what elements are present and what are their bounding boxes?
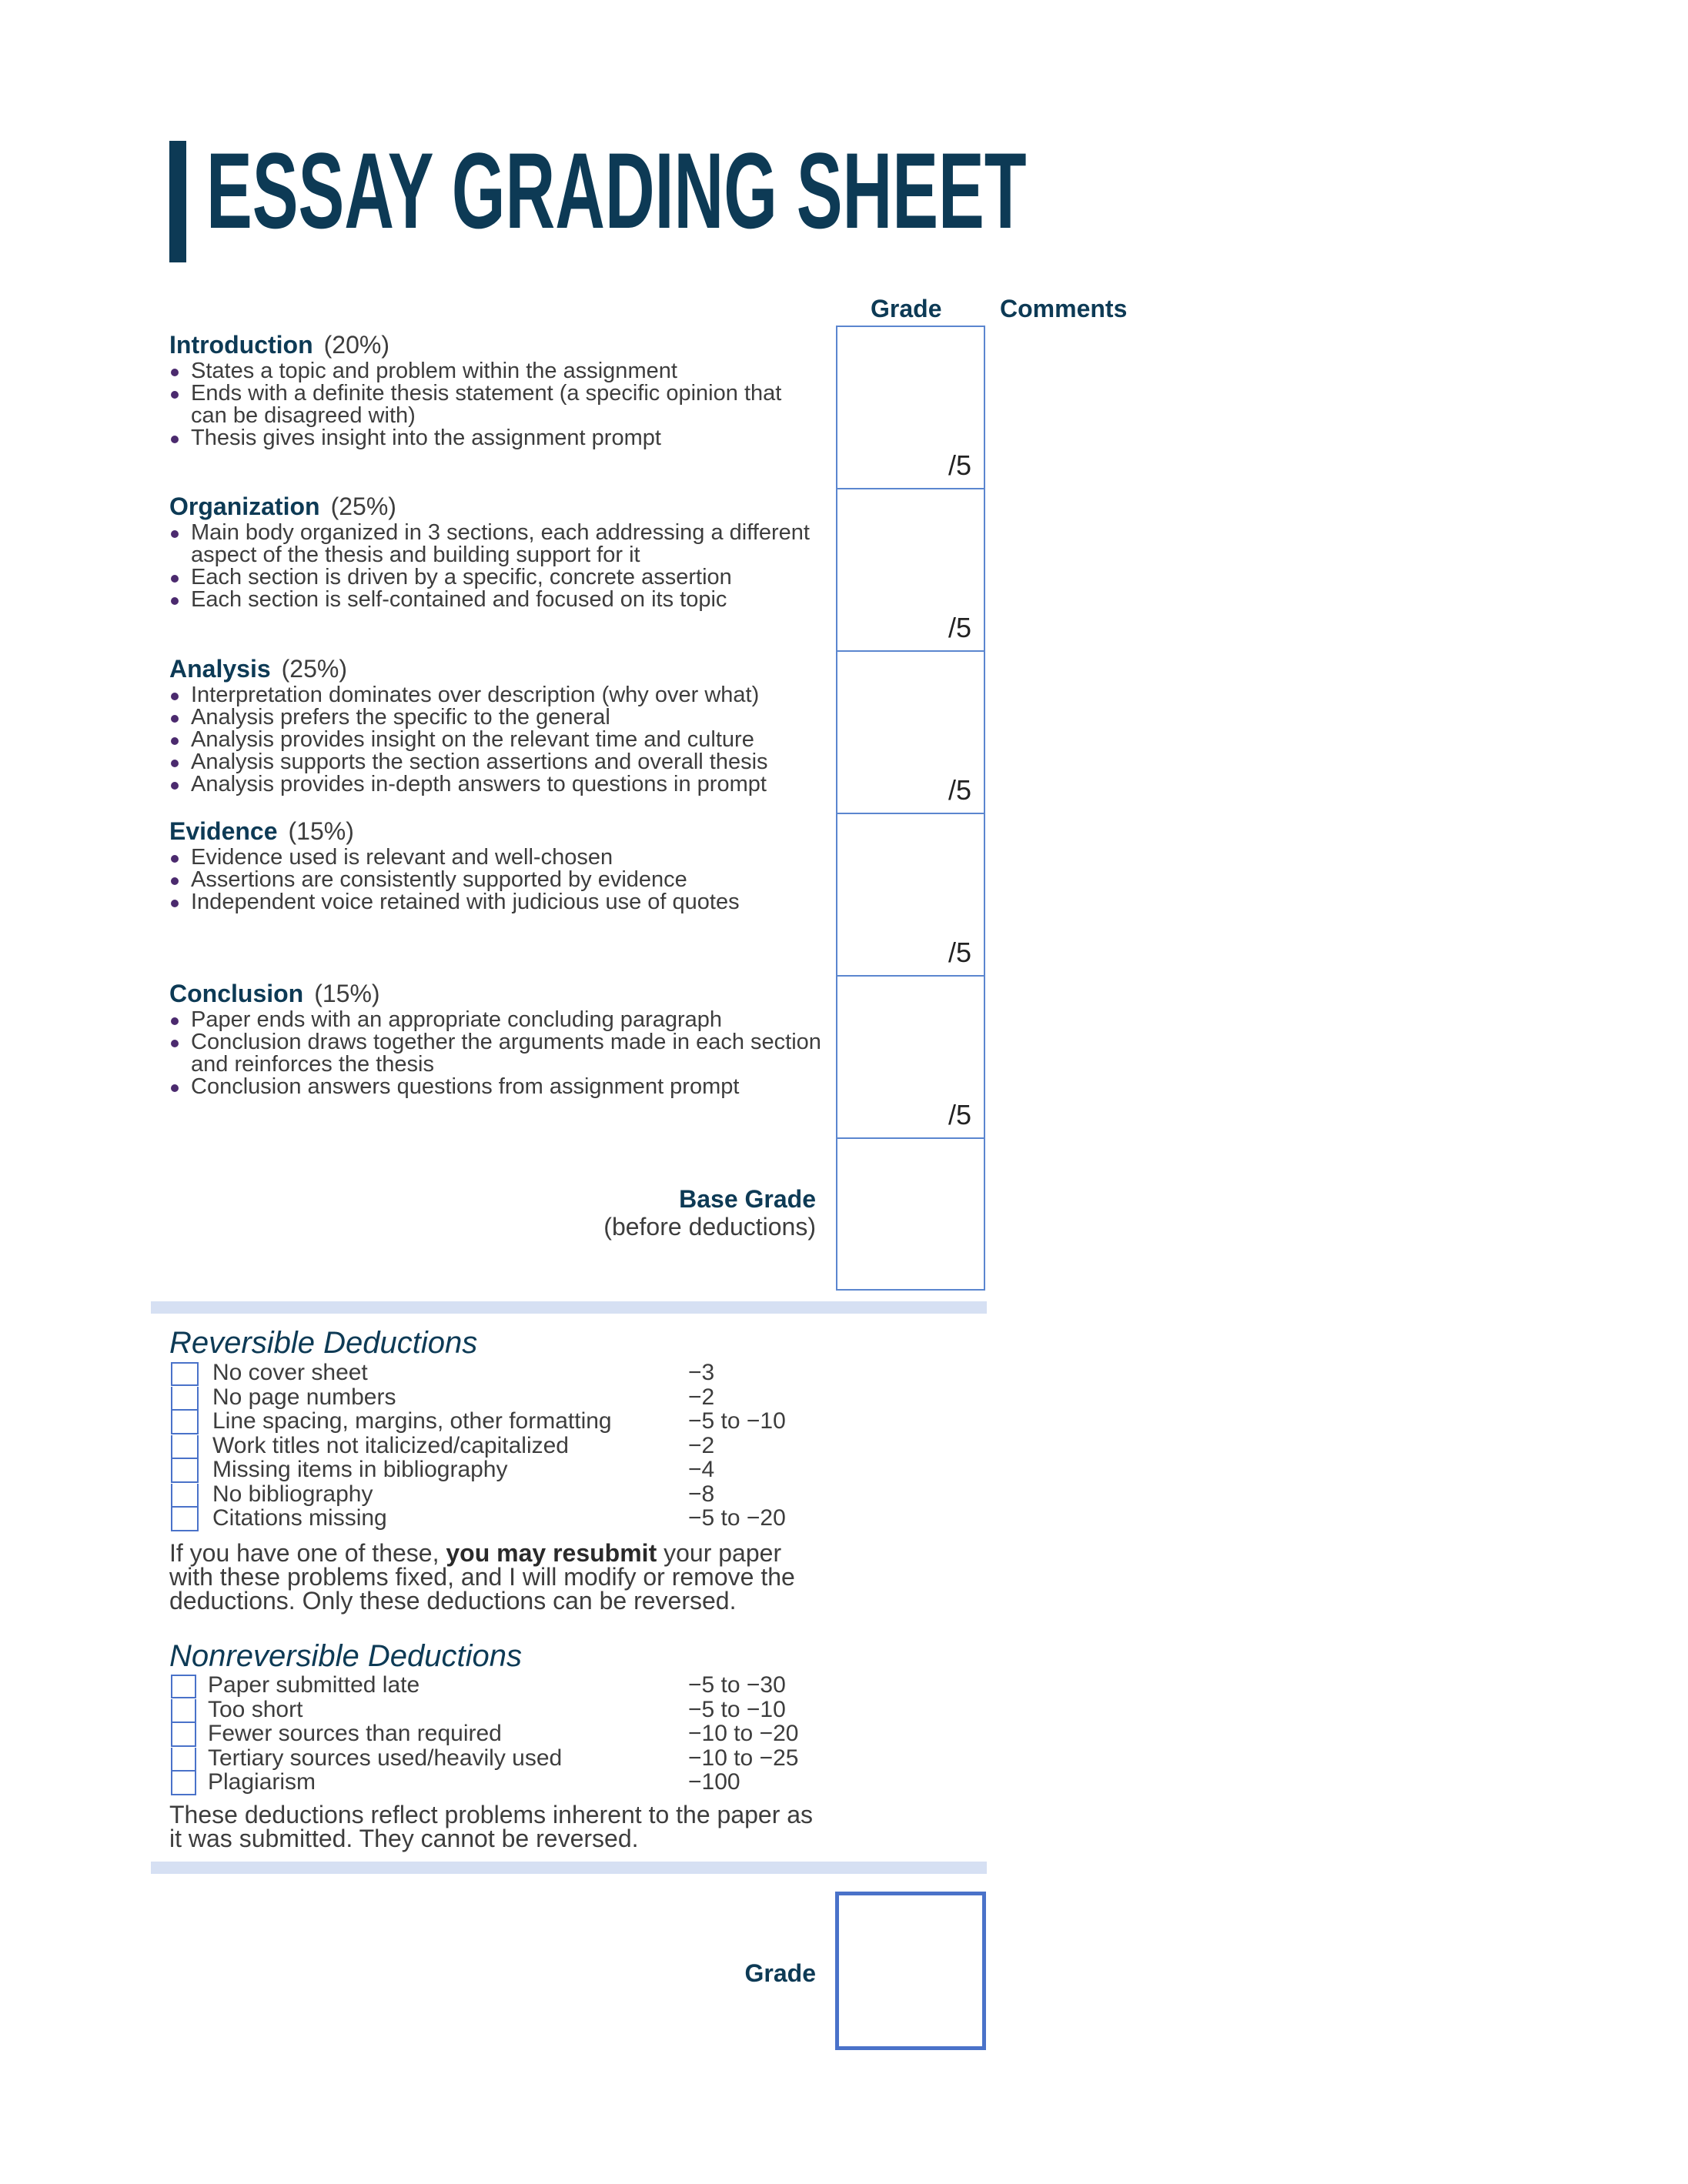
deduction-checkbox[interactable] (171, 1459, 199, 1483)
deduction-row (169, 1723, 862, 1748)
deduction-row (169, 1505, 862, 1532)
deduction-points: −100 (688, 1769, 740, 1795)
deduction-label: Too short (208, 1696, 303, 1722)
max-score: /5 (948, 1099, 971, 1130)
final-grade-box[interactable] (835, 1892, 986, 2050)
deduction-points: −2 (688, 1432, 715, 1458)
max-score: /5 (948, 449, 971, 481)
deduction-points: −10 to −20 (688, 1721, 799, 1746)
reversible-deductions-list (169, 1362, 862, 1532)
deduction-label: Plagiarism (208, 1769, 316, 1795)
page-title: ESSAY GRADING SHEET (206, 130, 1027, 251)
section-weight: (20%) (323, 331, 389, 359)
deduction-label: No bibliography (212, 1481, 373, 1507)
deduction-checkbox[interactable] (171, 1748, 196, 1772)
criterion: Analysis prefers the specific to the general (169, 706, 824, 729)
deduction-points: −5 to −10 (688, 1408, 786, 1434)
deduction-label: Work titles not italicized/capitalized (212, 1432, 569, 1458)
deduction-checkbox[interactable] (171, 1508, 199, 1531)
section-conclusion (169, 978, 824, 1098)
deduction-label: Paper submitted late (208, 1672, 420, 1698)
section-weight: (15%) (288, 817, 354, 845)
deduction-checkbox[interactable] (171, 1484, 199, 1508)
base-grade-label: Base Grade (before deductions) (603, 1185, 816, 1241)
final-grade-label: Grade (744, 1959, 816, 1987)
deduction-points: −5 to −30 (688, 1672, 786, 1698)
deduction-points: −5 to −20 (688, 1505, 786, 1531)
criterion: Independent voice retained with judicious use of quotes (169, 891, 824, 913)
max-score: /5 (948, 612, 971, 643)
introduction-grade-box[interactable] (836, 326, 985, 488)
deduction-checkbox[interactable] (171, 1723, 196, 1747)
section-analysis (169, 653, 824, 796)
deduction-row (169, 1481, 862, 1508)
reversible-deductions-title: Reversible Deductions (169, 1326, 478, 1360)
deduction-points: −4 (688, 1457, 715, 1482)
section-divider (151, 1862, 987, 1874)
deduction-row (169, 1362, 862, 1387)
deduction-row (169, 1408, 862, 1435)
nonreversible-deductions-title: Nonreversible Deductions (169, 1639, 523, 1673)
deduction-points: −2 (688, 1384, 715, 1410)
criterion: Thesis gives insight into the assignment prompt (169, 427, 824, 449)
nonreversible-deductions-list (169, 1672, 862, 1796)
section-introduction (169, 329, 824, 449)
section-divider (151, 1301, 987, 1314)
deduction-label: Missing items in bibliography (212, 1457, 508, 1482)
deduction-points: −8 (688, 1481, 715, 1507)
section-organization (169, 491, 824, 611)
criterion: Each section is self-contained and focused on its topic (169, 589, 824, 611)
deduction-checkbox[interactable] (171, 1362, 199, 1386)
section-weight: (15%) (314, 980, 380, 1007)
criterion: Main body organized in 3 sections, each addressing a different aspect of the thesis and building support for it (169, 522, 824, 566)
criterion: States a topic and problem within the assignment (169, 360, 824, 382)
deduction-checkbox[interactable] (171, 1772, 196, 1795)
criterion: Each section is driven by a specific, concrete assertion (169, 566, 824, 589)
section-title: Introduction (169, 331, 313, 359)
section-weight: (25%) (330, 493, 396, 520)
deduction-checkbox[interactable] (171, 1675, 196, 1698)
deduction-label: Line spacing, margins, other formatting (212, 1408, 612, 1434)
criterion: Conclusion draws together the arguments made in each section and reinforces the thesis (169, 1031, 824, 1076)
deduction-row (169, 1384, 862, 1411)
organization-grade-box[interactable] (836, 488, 985, 650)
criterion: Ends with a definite thesis statement (a specific opinion that can be disagreed with) (169, 382, 824, 427)
deduction-row (169, 1672, 862, 1699)
section-title: Organization (169, 493, 320, 520)
criterion: Analysis provides insight on the relevant time and culture (169, 729, 824, 751)
deduction-row (169, 1745, 862, 1772)
title-accent-bar (169, 141, 186, 262)
comments-column-header: Comments (1000, 295, 1128, 322)
deduction-label: Fewer sources than required (208, 1721, 502, 1746)
reversible-note: If you have one of these, you may resubmit your paper with these problems fixed, and I will modify or remove the deductions. Only these deductions can be reversed. (169, 1539, 795, 1615)
deduction-checkbox[interactable] (171, 1387, 199, 1411)
evidence-grade-box[interactable] (836, 813, 985, 975)
deduction-checkbox[interactable] (171, 1435, 199, 1459)
analysis-grade-box[interactable] (836, 650, 985, 813)
section-evidence (169, 816, 824, 913)
criterion: Interpretation dominates over description (why over what) (169, 684, 824, 706)
deduction-points: −10 to −25 (688, 1745, 799, 1771)
max-score: /5 (948, 774, 971, 806)
criterion: Assertions are consistently supported by evidence (169, 869, 824, 891)
criterion: Analysis provides in-depth answers to questions in prompt (169, 773, 824, 796)
deduction-label: Tertiary sources used/heavily used (208, 1745, 563, 1771)
base-grade-box[interactable] (836, 1137, 985, 1291)
deduction-label: No cover sheet (212, 1360, 368, 1385)
nonreversible-note: These deductions reflect problems inherent to the paper as it was submitted. They cannot be reversed. (169, 1801, 814, 1852)
deduction-label: Citations missing (212, 1505, 387, 1531)
deduction-row (169, 1459, 862, 1484)
max-score: /5 (948, 937, 971, 968)
criterion: Paper ends with an appropriate concluding paragraph (169, 1009, 824, 1031)
criterion: Evidence used is relevant and well-chosen (169, 847, 824, 869)
conclusion-grade-box[interactable] (836, 975, 985, 1137)
section-title: Analysis (169, 655, 271, 683)
deduction-row (169, 1696, 862, 1724)
deduction-checkbox[interactable] (171, 1411, 199, 1434)
deduction-row (169, 1432, 862, 1460)
deduction-points: −5 to −10 (688, 1696, 786, 1722)
section-weight: (25%) (281, 655, 347, 683)
section-title: Evidence (169, 817, 278, 845)
deduction-checkbox[interactable] (171, 1699, 196, 1723)
deduction-row (169, 1769, 862, 1796)
criterion: Conclusion answers questions from assignment prompt (169, 1076, 824, 1098)
section-title: Conclusion (169, 980, 304, 1007)
deduction-points: −3 (688, 1360, 715, 1385)
deduction-label: No page numbers (212, 1384, 396, 1410)
criterion: Analysis supports the section assertions and overall thesis (169, 751, 824, 773)
grade-column-header: Grade (871, 295, 942, 322)
